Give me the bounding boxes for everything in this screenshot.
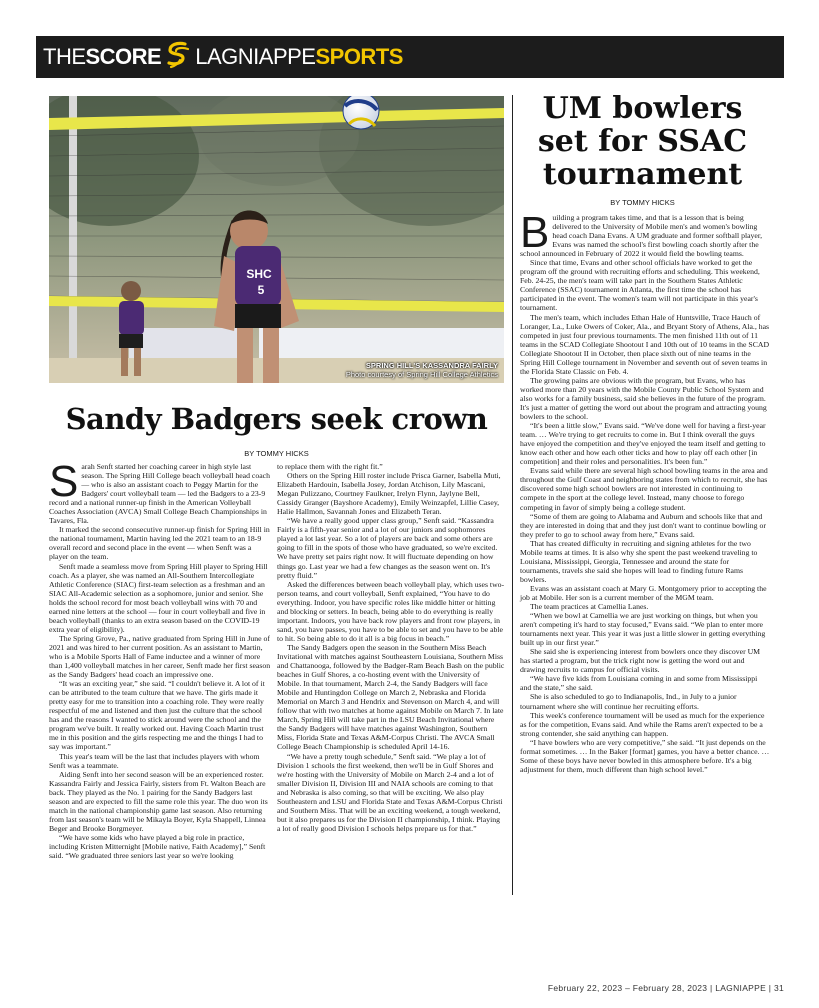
footer-separator-2: | (768, 983, 772, 993)
header-lagniappe: LAGNIAPPE (195, 44, 316, 69)
paragraph: It marked the second consecutive runner-up finish for Spring Hill in the national tournament, Martin having led the 2021 team to an 18-9 overall record and second place in the event — when Senft was a player on the team. (49, 525, 270, 562)
header-score: SCORE (85, 44, 162, 69)
paragraph: Building a program takes time, and that is a lesson that is being delivered to the University of Mobile men's and women's bowling head coach Dana Evans. A UM graduate and former softball player, Evans was named the school's first bowling coach shortly after the school announced in February of 2022 it would field the bowling teams. (520, 208, 763, 259)
footer-publication: LAGNIAPPE (715, 983, 767, 993)
paragraph: Aiding Senft into her second season will be an experienced roster. Kassandra Fairly and Jessica Fairly, sisters from Ft. Walton Beach are back. They played as the No. 1 pairing for the Sandy Badgers last season and are expected to fill the same role this year. The duo won its match in the national championship game last season. Also returning from last season's team will be Mikayla Boyer, Kyla Shappell, Linnea Beger and Brooke Borgmeyer. (49, 769, 268, 833)
footer-separator: | (710, 983, 713, 993)
paragraph: “We have a pretty tough schedule,” Senft said. “We play a lot of Division 1 schools the first weekend, then we'll be in Gulf Shores and we're hosting with the University of Mobile on March 2-4 and a lot of smaller Division II, Division III and NAIA schools are coming to that and Nebraska is also coming, so that will be exciting. We also play Southeastern and LSU and Florida State and Texas A&M-Corpus Christi and Southern Miss. That will be an exciting weekend, a tough weekend, but it also prepares us for the Division II championship, I think. Playing a lot of really good Division I schools helps prepare us for that.” (277, 751, 503, 833)
paragraph: “Some of them are going to Alabama and Auburn and schools like that and they are interested in doing that and they just don't want to continue bowling or they prefer to go to school away from here,” Evans said. (520, 511, 766, 539)
paragraph: “We have some kids who have played a big role in practice, including Kristen Mitternight [Mobile native, Faith Academy],” Senft said. “We graduated three seniors last year so we're looking (49, 832, 266, 861)
photo-caption (346, 361, 498, 379)
paragraph: That has created difficulty in recruiting and signing athletes for the two Mobile teams at times. It is also why she spent the past weekend traveling to Louisiana, Mississippi, Georgia, Tennessee and around the state for tournaments, travels she said she hopes will lead to finding future Rams bowlers. (520, 538, 758, 584)
paragraph: She is also scheduled to go to Indianapolis, Ind., in July to a junior tournament where she will continue her recruiting efforts. (520, 692, 737, 711)
paragraph: This year's team will be the last that includes players with whom Senft was a teammate. (49, 751, 260, 770)
volleyball-photo-image (49, 96, 504, 383)
paragraph: Evans said while there are several high school bowling teams in the area and throughout the Gulf Coast and neighboring states from which to recruit, she has discovered some high school bowlers are not interested in continuing to compete in the sport at the college level. Instead, many choose to forego competing in favor of simply being a college student. (520, 466, 768, 512)
paragraph: The team practices at Camellia Lanes. (530, 602, 649, 612)
left-article-headline: Sandy Badgers seek crown (65, 402, 488, 436)
lagniappe-logo-icon (165, 41, 191, 74)
paragraph: The Spring Grove, Pa., native graduated from Spring Hill in June of 2021 and was hired to her current position. As an assistant to Martin, who is a Mobile Sports Hall of Fame inductee and a winner of more than 1,400 volleyball matches in her career, Senft made her first season as the Sandy Badgers' head coach an impressive one. (49, 633, 271, 680)
paragraph: She said she is experiencing interest from bowlers once they discover UM has started a program, but the trick right now is getting the word out and drawing recruits to campus for official visits. (520, 647, 761, 675)
paragraph: The men's team, which includes Ethan Hale of Huntsville, Trace Hauch of Loranger, La., Luke Owers of Coker, Ala., and Bryant Story of Athens, Ala., has competed in just four previous tournaments. The men finished 11th out of 11 teams in the SCAD Collegiate Shootout I and 10th out of 10 teams in the SCAD Collegiate Shootout II in October, then place sixth out of nine teams in the Spring Hill College tournament in November and seventh out of seven teams in the Florida State Classic on Feb. 4. (520, 312, 770, 376)
header-the: THE (43, 44, 86, 69)
paragraph: Asked the differences between beach volleyball play, which uses two-person teams, and court volleyball, Senft explained, “You have to do everything. Indoor, you have specific roles like middle hitter or hitting and blocking or setters. In beach, being able to do everything is really important. Indoors, you have back row players and front row players, in sand, you have passes, you have to be able to set and you have to be able to hit. So being able to do it all is a big focus in beach.” (277, 579, 505, 643)
paragraph: Evans was an assistant coach at Mary G. Montgomery prior to accepting the job at Mobile. Her son is a current member of the MGM team. (520, 583, 767, 602)
paragraph: “We have a really good upper class group,” Senft said. “Kassandra Fairly is a fifth-year senior and a lot of our juniors and sophomores played a lot last year. So a lot of players are back and some others are going to fill in the spots of those who have graduated, so we're excited. We have pretty set pairs right now. It will fluctuate depending on how things go. Last year we had a few changes as the season went on. It's pretty fluid.” (277, 516, 498, 580)
footer-dates: February 22, 2023 – February 28, 2023 (547, 983, 708, 993)
drop-cap: S (49, 457, 79, 506)
right-article-column (520, 208, 770, 774)
header-sports: SPORTS (315, 44, 403, 69)
caption-name: SPRING HILL'S KASSANDRA FAIRLY (365, 361, 498, 370)
paragraph: “It was an exciting year,” she said. “I couldn't believe it. A lot of it can be attributed to the team culture that we have. The girls made it pretty easy for me to transition into a coaching role. They were really respectful of me and listened and then just the culture that the school has and the reasons I wanted to stick around were the school and the program we've built. It really worked out. Having Coach Martin trust me in this position and the girls respecting me and the things I had to say was important.” (49, 679, 265, 752)
paragraph: “We have five kids from Louisiana coming in and some from Mississippi and the state,” she said. (520, 674, 758, 693)
right-article-byline: BY TOMMY HICKS (610, 198, 675, 207)
drop-cap: B (520, 208, 550, 257)
svg-text:5: 5 (257, 283, 265, 297)
paragraph: Others on the Spring Hill roster include Prisca Garner, Isabella Muti, Elizabeth Hardouin, Isabella Josey, Jordan Atchison, Lily Mascani, Megan Pulizzano, Courtney Faulkner, Irelyn Flynn, Jaylyne Bell, Cassidy Granger (Bayshore Academy), Emily Weinzapfel, Lillie Casey, Halie Hallmon, Savannah Jones and Elizabeth Teran. (277, 471, 501, 517)
paragraph: “When we bowl at Camellia we are just working on things, but when you aren't competing it's hard to stay focused,” Evans said. “We plan to enter more tournaments next year. This year it was just a little slower in getting everything built up in our first year.” (520, 611, 766, 648)
left-article-column-1 (49, 457, 271, 861)
page-footer (500, 983, 784, 993)
paragraph: This week's conference tournament will be used as much for the experience as for the competition, Evans said. And while the Rams aren't expected to be a strong contender, she said anything can happen. (520, 710, 765, 738)
paragraph: Since that time, Evans and other school officials have worked to get the program off the ground with recruiting efforts and scheduling. This weekend, Feb. 24-25, the men's team will take part in the Southern States Athletic Conference (SSAC) tournament in Atlanta, the first time the school has participated in the event. The women's team will not participate in this year's tournament. (520, 258, 760, 313)
paragraph: Sarah Senft started her coaching career in high style last season. The Spring Hill College beach volleyball head coach — who is also an assistant coach to Peggy Martin for the Badgers' court volleyball team — led the Badgers to a 23-9 record and a national runner-up finish in the American Volleyball Coaches Association (AVCA) Small College Beach Championships in Tavares, Fla. (49, 457, 270, 526)
paragraph: Senft made a seamless move from Spring Hill player to Spring Hill coach. As a player, she was named an All-Southern Intercollegiate Athletic Conference (SIAC) first-team selection as a freshman and an SIAC All-Academic selection as a sophomore, junior and senior. She holds the school record for most beach volleyball wins with 70 and earned nine letters at the school — four in court volleyball and five in beach volleyball (thanks to an extra season based on the COVID-19 extra year of eligibility). (49, 561, 268, 634)
left-article-column-2 (277, 462, 505, 833)
page-number: 31 (773, 983, 784, 993)
right-article-headline: UM bowlers set for SSAC tournament (537, 91, 748, 192)
left-article-byline: BY TOMMY HICKS (244, 449, 309, 458)
paragraph: to replace them with the right fit.” (277, 462, 383, 471)
paragraph: “I have bowlers who are very competitive,” she said. “It just depends on the format sometimes. … In the Baker [format] games, you have a better chance. … Some of these boys have never bowled in this atmosphere before. It's a big adjustment for them, much different than high school level.” (520, 737, 770, 774)
paragraph: The growing pains are obvious with the program, but Evans, who has worked more than 20 years with the Mobile County Public School System and also works for a family business, said she believes in the future of the program. It's just a matter of getting the word out about the program and attracting young bowlers to the school. (520, 375, 767, 422)
paragraph: The Sandy Badgers open the season in the Southern Miss Beach Invitational with matches against Southeastern Louisiana, Southern Miss and Chattanooga, followed by the Badger-Ram Beach Bash on the public beaches in Gulf Shores, a co-hosting event with the University of Mobile. In that tournament, March 2-4, the Sandy Badgers will face Mobile and Huntingdon College on March 2, Nebraska and Florida Memorial on March 3 and Hendrix and Stevenson on March 4, and will follow that with two matches at home against Mobile on March 7. In late March, Spring Hill will take part in the LSU Beach Invitational where the Sandy Badgers will have matches against Washington, Southern Miss, Florida State and Texas A&M-Corpus Christi. The AVCA Small College Beach Championship is scheduled April 14-16. (277, 642, 505, 752)
column-divider (512, 95, 513, 895)
paragraph: “It's been a little slow,” Evans said. “We've done well for having a first-year team. … We're trying to get recruits to come in. But I think overall the guys have enjoyed the competition and they've enjoyed the team itself and getting to know each other and how each other ticks and how to play off each other [in competition] and their roles and personalities. It's been fun.” (520, 421, 766, 467)
section-header (36, 36, 784, 78)
volleyball-photo (49, 96, 504, 383)
svg-text:SHC: SHC (246, 267, 272, 281)
caption-credit: Photo courtesy of Spring Hill College Athletics (345, 370, 498, 379)
